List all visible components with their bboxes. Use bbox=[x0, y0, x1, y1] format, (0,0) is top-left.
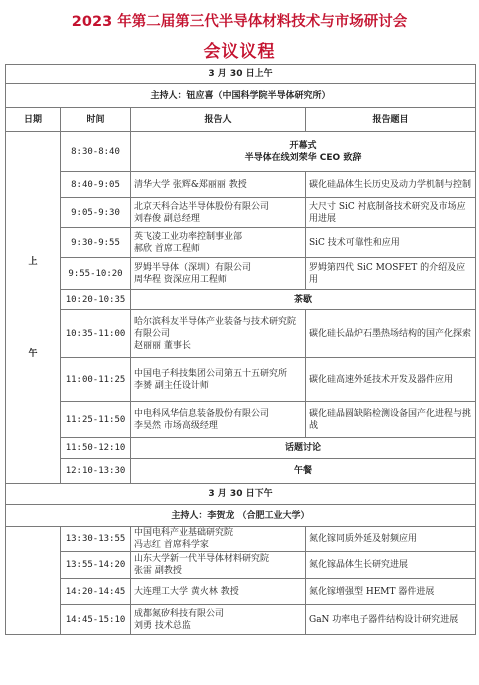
speaker-name: 张雷 副教授 bbox=[134, 566, 182, 576]
time-cell: 9:30-9:55 bbox=[61, 228, 131, 258]
speaker-name: 李昊然 市场高级经理 bbox=[134, 420, 218, 431]
day-char-lower: 午 bbox=[28, 348, 38, 359]
speaker-cell bbox=[131, 310, 306, 358]
time-cell: 11:25-11:50 bbox=[61, 402, 131, 438]
table-row bbox=[6, 258, 476, 290]
tea-break-label: 茶歇 bbox=[131, 290, 476, 310]
table-row bbox=[6, 605, 476, 635]
speaker-cell bbox=[131, 552, 306, 579]
morning-date-row bbox=[6, 65, 476, 84]
speaker-org: 英飞凌工业功率控制事业部 bbox=[134, 231, 243, 242]
time-cell: 8:40-9:05 bbox=[61, 172, 131, 198]
agenda-subtitle: 会议议程 bbox=[203, 42, 276, 62]
topic-text: 大尺寸 SiC 衬底制备技术研究及市场应用进展 bbox=[309, 201, 466, 224]
table-row bbox=[6, 358, 476, 402]
afternoon-host-row bbox=[6, 505, 476, 527]
topic-text: 碳化硅晶圆缺陷检测设备国产化进程与挑战 bbox=[309, 408, 472, 431]
time-cell: 10:20-10:35 bbox=[61, 290, 131, 310]
time-cell: 10:35-11:00 bbox=[61, 310, 131, 358]
topic-cell bbox=[306, 552, 476, 579]
topic-cell bbox=[306, 605, 476, 635]
speaker-name: 赵丽丽 董事长 bbox=[134, 340, 191, 351]
time-cell: 9:55-10:20 bbox=[61, 258, 131, 290]
topic-cell bbox=[306, 310, 476, 358]
col-topic: 报告题目 bbox=[306, 108, 476, 132]
agenda-table bbox=[5, 64, 476, 635]
morning-host-row bbox=[6, 84, 476, 108]
speaker-line: 大连理工大学 黄火林 教授 bbox=[134, 586, 239, 597]
table-row bbox=[6, 290, 476, 310]
agenda-title: 2023 年第二届第三代半导体材料技术与市场研讨会 bbox=[71, 14, 408, 30]
speaker-cell bbox=[131, 358, 306, 402]
speaker-name: 刘勇 技术总监 bbox=[134, 620, 191, 631]
speaker-org: 哈尔滨科友半导体产业装备与技术研究院有限公司 bbox=[134, 316, 297, 339]
speaker-cell bbox=[131, 605, 306, 635]
table-row bbox=[6, 132, 476, 172]
speaker-org: 罗姆半导体（深圳）有限公司 bbox=[134, 262, 252, 273]
speaker-cell bbox=[131, 198, 306, 228]
speaker-cell bbox=[131, 258, 306, 290]
speaker-org: 北京天科合达半导体股份有限公司 bbox=[134, 201, 270, 212]
table-row bbox=[6, 310, 476, 358]
column-header-row bbox=[6, 108, 476, 132]
day-char-upper: 上 bbox=[28, 256, 38, 267]
time-cell: 8:30-8:40 bbox=[61, 132, 131, 172]
speaker-org: 成都氮矽科技有限公司 bbox=[134, 608, 225, 619]
time-cell: 13:55-14:20 bbox=[61, 552, 131, 579]
day-cell bbox=[6, 132, 61, 484]
topic-text: 碳化硅高速外延技术开发及器件应用 bbox=[309, 374, 454, 385]
table-row bbox=[6, 552, 476, 579]
topic-text: 氮化镓晶体生长研究进展 bbox=[309, 560, 409, 570]
time-cell: 14:45-15:10 bbox=[61, 605, 131, 635]
topic-cell bbox=[306, 527, 476, 552]
speaker-name: 冯志红 首席科学家 bbox=[134, 540, 209, 550]
speaker-cell bbox=[131, 402, 306, 438]
table-row bbox=[6, 198, 476, 228]
speaker-name: 郝欣 首席工程师 bbox=[134, 243, 200, 254]
speaker-cell bbox=[131, 579, 306, 605]
opening-label: 开幕式 bbox=[289, 140, 317, 151]
speaker-cell bbox=[131, 527, 306, 552]
topic-text: 碳化硅长晶炉石墨热场结构的国产化探索 bbox=[309, 328, 472, 339]
col-speaker: 报告人 bbox=[131, 108, 306, 132]
topic-cell bbox=[306, 228, 476, 258]
time-cell: 13:30-13:55 bbox=[61, 527, 131, 552]
topic-text: 碳化硅晶体生长历史及动力学机制与控制 bbox=[309, 179, 472, 190]
speaker-org: 中国电子科技集团公司第五十五研究所 bbox=[134, 368, 288, 379]
topic-text: 氮化镓增强型 HEMT 器件进展 bbox=[309, 586, 435, 597]
time-cell: 11:00-11:25 bbox=[61, 358, 131, 402]
time-cell: 9:05-9:30 bbox=[61, 198, 131, 228]
topic-cell bbox=[306, 402, 476, 438]
speaker-name: 周华程 资深应用工程师 bbox=[134, 274, 227, 285]
afternoon-day-cell bbox=[6, 527, 61, 635]
afternoon-host: 主持人：李贺龙 （合肥工业大学） bbox=[6, 505, 476, 527]
topic-text: 氮化镓同质外延及射频应用 bbox=[309, 534, 418, 544]
col-time: 时间 bbox=[61, 108, 131, 132]
time-cell: 11:50-12:10 bbox=[61, 438, 131, 459]
speaker-org: 山东大学新一代半导体材料研究院 bbox=[134, 554, 270, 564]
speaker-cell bbox=[131, 172, 306, 198]
topic-cell bbox=[306, 358, 476, 402]
table-row bbox=[6, 438, 476, 459]
topic-cell bbox=[306, 258, 476, 290]
opening-cell bbox=[131, 132, 476, 172]
morning-host: 主持人：钮应喜（中国科学院半导体研究所） bbox=[6, 84, 476, 108]
speaker-org: 中电科风华信息装备股份有限公司 bbox=[134, 408, 270, 419]
table-row bbox=[6, 527, 476, 552]
table-row bbox=[6, 579, 476, 605]
topic-cell bbox=[306, 172, 476, 198]
speaker-name: 李赟 副主任设计师 bbox=[134, 380, 209, 391]
topic-cell bbox=[306, 579, 476, 605]
time-cell: 12:10-13:30 bbox=[61, 459, 131, 484]
morning-date: 3 月 30 日上午 bbox=[6, 65, 476, 84]
table-row bbox=[6, 228, 476, 258]
table-row bbox=[6, 459, 476, 484]
afternoon-date: 3 月 30 日下午 bbox=[6, 484, 476, 505]
topic-text: 罗姆第四代 SiC MOSFET 的介绍及应用 bbox=[309, 262, 466, 285]
speaker-cell bbox=[131, 228, 306, 258]
topic-cell bbox=[306, 198, 476, 228]
speaker-org: 中国电科产业基础研究院 bbox=[134, 528, 234, 538]
lunch-label: 午餐 bbox=[131, 459, 476, 484]
topic-text: GaN 功率电子器件结构设计研究进展 bbox=[309, 614, 459, 625]
col-date: 日期 bbox=[6, 108, 61, 132]
opening-speech: 半导体在线刘荣华 CEO 致辞 bbox=[244, 152, 362, 163]
speaker-line: 清华大学 张辉&郑丽丽 教授 bbox=[134, 179, 247, 190]
table-row bbox=[6, 402, 476, 438]
table-row bbox=[6, 172, 476, 198]
discussion-label: 话题讨论 bbox=[131, 438, 476, 459]
topic-text: SiC 技术可靠性和应用 bbox=[309, 237, 400, 248]
time-cell: 14:20-14:45 bbox=[61, 579, 131, 605]
afternoon-date-row bbox=[6, 484, 476, 505]
speaker-name: 刘春俊 副总经理 bbox=[134, 213, 200, 224]
